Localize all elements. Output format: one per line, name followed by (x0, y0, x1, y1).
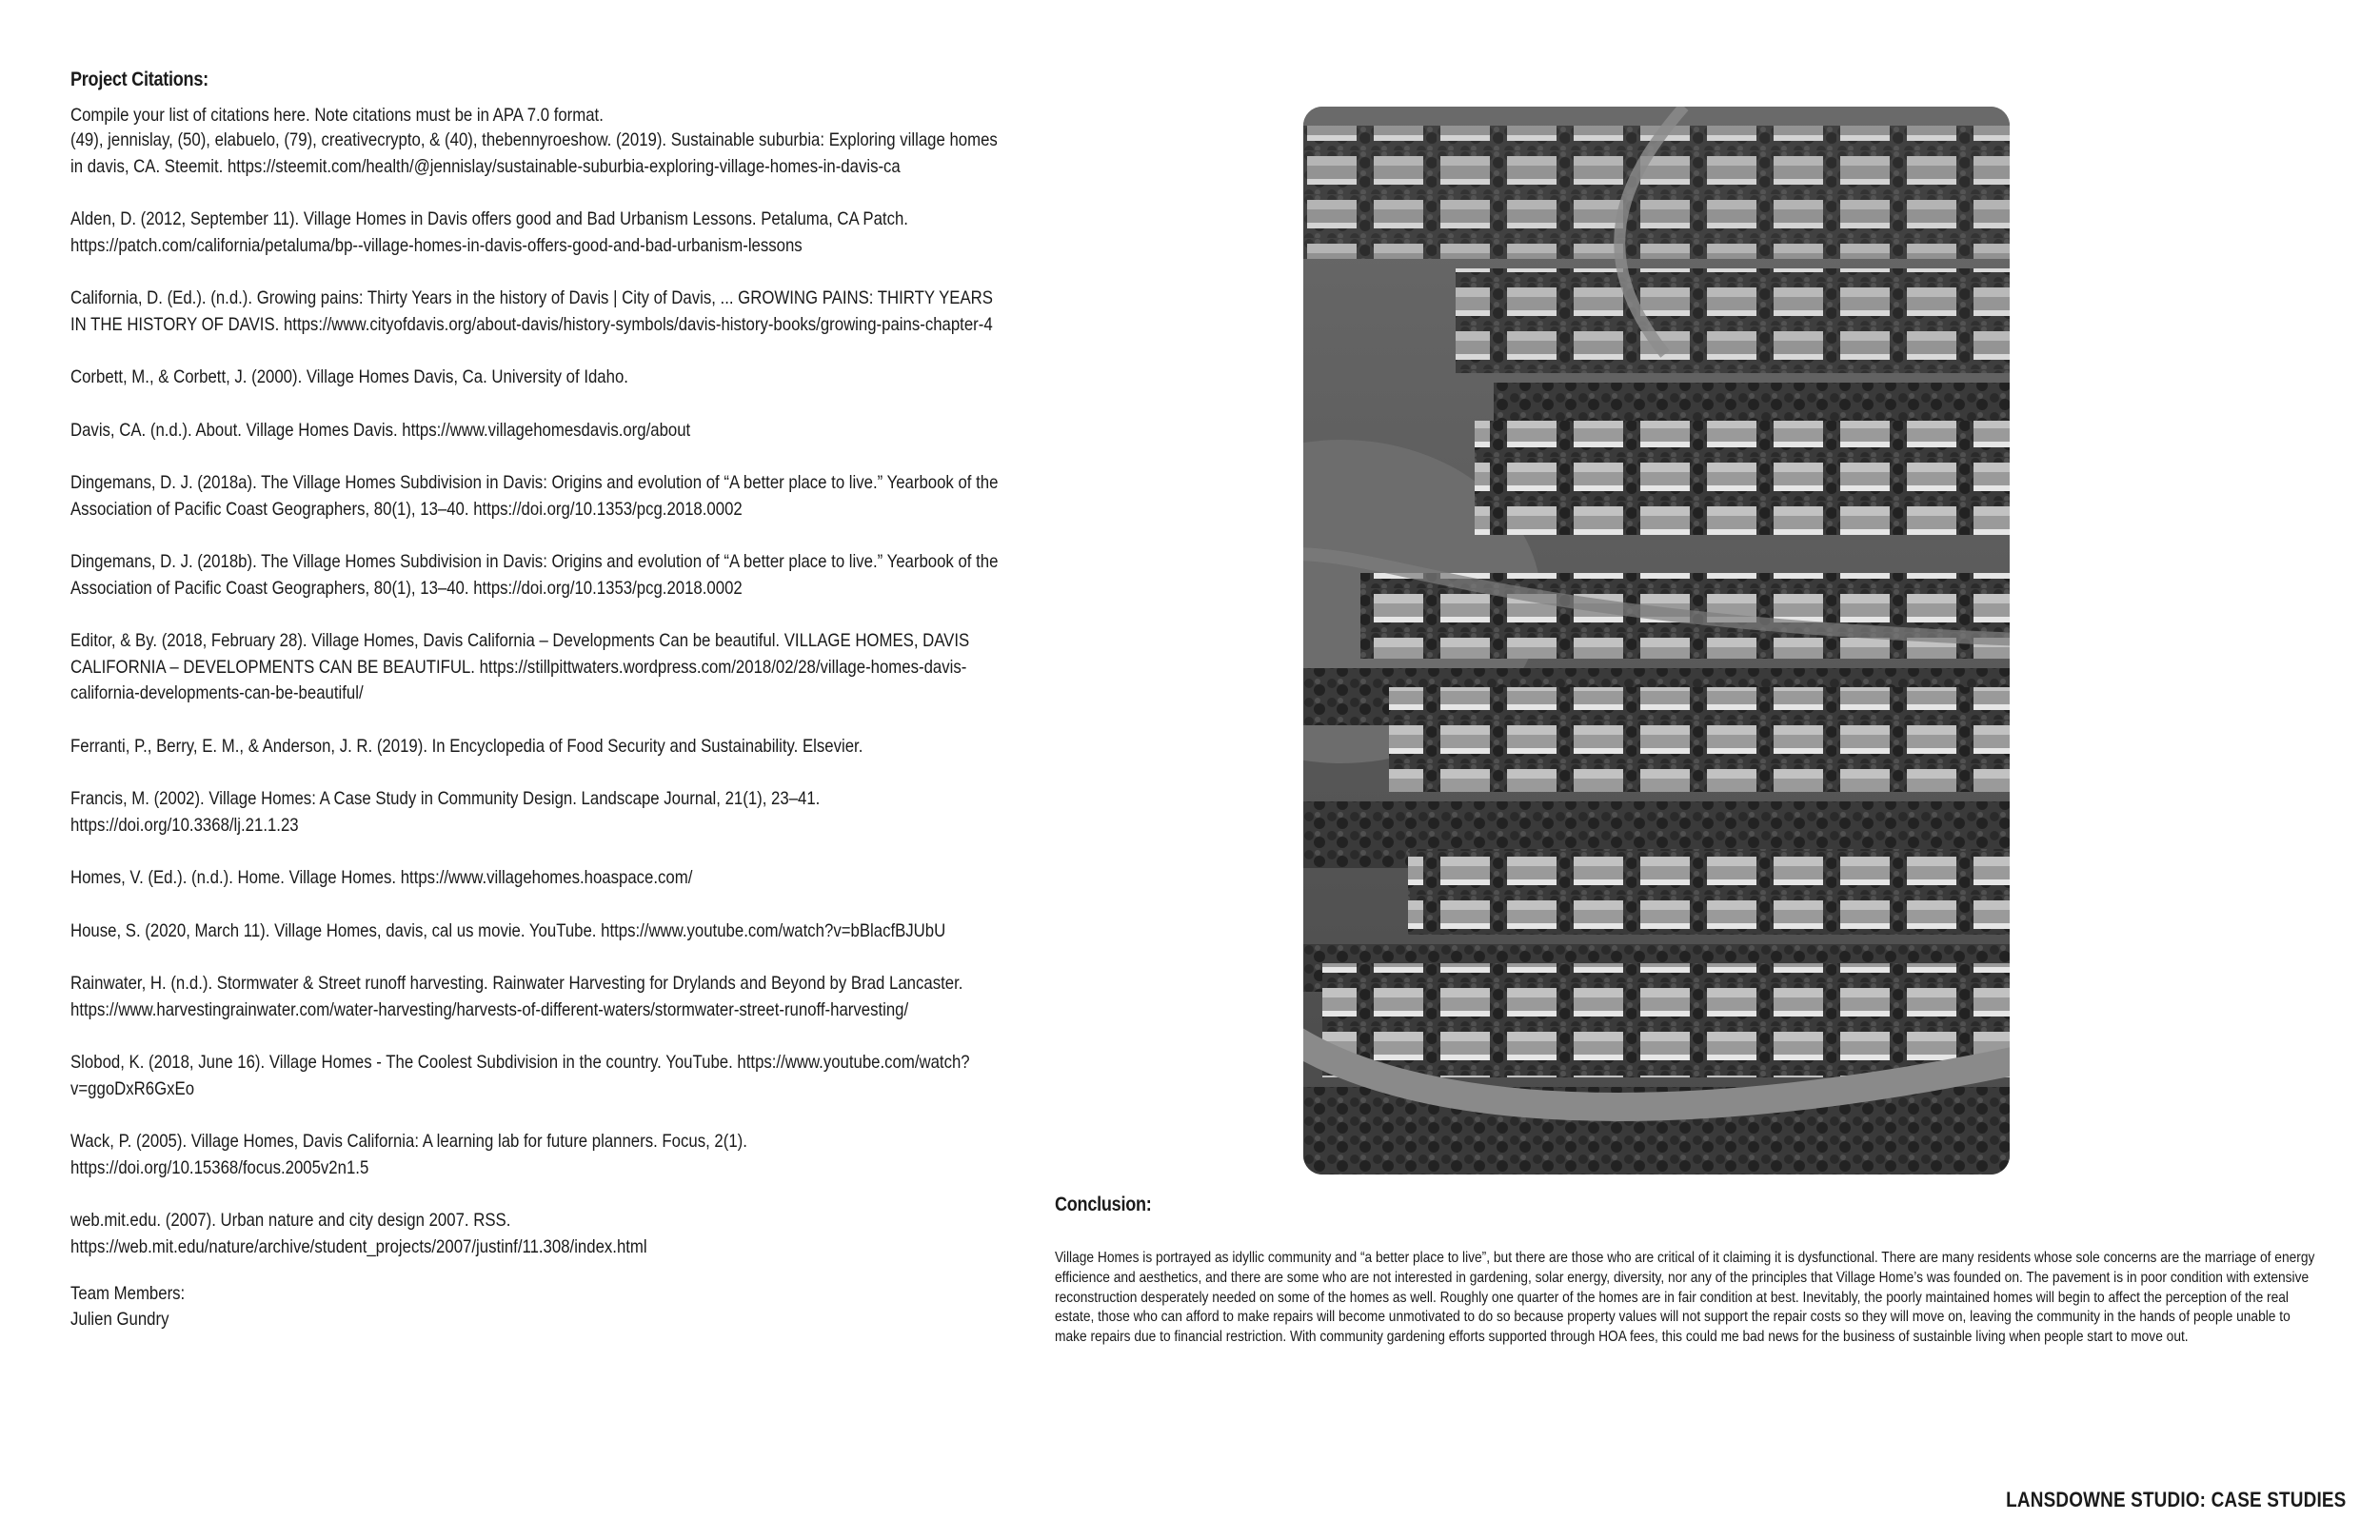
citation-item: Editor, & By. (2018, February 28). Village Homes, Davis California – Developments Can be beautiful. VILLAGE HOMES, DAVIS CALIFORNIA – DEVELOPMENTS CAN BE BEAUTIFUL. https://stillpittwaters.wordpress.com/2018/02/28/village-homes-davis-california-developments-can-be-beautiful/ (70, 630, 970, 703)
citation-item: California, D. (Ed.). (n.d.). Growing pains: Thirty Years in the history of Davis | City of Davis, ... GROWING PAINS: THIRTY YEARS IN THE HISTORY OF DAVIS. https://www.cityofdavis.org/about-davis/history-symbols/davis-history-books/growing-pains-chapter-4 (70, 287, 993, 335)
citation-item: Corbett, M., & Corbett, J. (2000). Village Homes Davis, Ca. University of Idaho. (70, 366, 628, 387)
citation-item: Homes, V. (Ed.). (n.d.). Home. Village Homes. https://www.villagehomes.hoaspace.com/ (70, 867, 693, 888)
citation-item: Wack, P. (2005). Village Homes, Davis California: A learning lab for future planners. Focus, 2(1). https://doi.org/10.15368/focus.2005v2n1.5 (70, 1131, 747, 1178)
aerial-photo (1303, 107, 2010, 1175)
team-member-name: Julien Gundry (70, 1309, 169, 1330)
citation-item: Francis, M. (2002). Village Homes: A Case Study in Community Design. Landscape Journal, 21(1), 23–41. https://doi.org/10.3368/lj.21.1.23 (70, 788, 821, 836)
footer-label: LANSDOWNE STUDIO: CASE STUDIES (2005, 1488, 2346, 1511)
citations-heading: Project Citations: (70, 69, 208, 90)
conclusion-body: Village Homes is portrayed as idyllic community and “a better place to live”, but there are those who are critical of it claiming it is dysfunctional. There are many residents whose sole concerns are the marriage of energy efficience and aesthetics, and there are some who are not interested in gardening, solar energy, diversity, nor any of the principles that Village Home’s was founded on. The pavement is in poor condition with extensive reconstruction desperately needed on some of the homes as well. Roughly one quarter of the homes are in fair condition at best. Inevitably, the poorly maintained homes will begin to affect the perception of the real estate, those who can afford to make repairs will become unmotivated to do so because property values will not support the repair costs so they will move on, leaving the community in the hands of people unable to make repairs due to financial restriction. With community gardening efforts supported through HOA fees, this could me bad news for the business of sustainble living when people start to move out. (1055, 1250, 2315, 1346)
citation-list (70, 128, 1013, 1260)
citation-item: Dingemans, D. J. (2018a). The Village Homes Subdivision in Davis: Origins and evolution of “A better place to live.” Yearbook of the Association of Pacific Coast Geographers, 80(1), 13–40. https://doi.org/10.1353/pcg.2018.0002 (70, 472, 999, 520)
citation-item: Dingemans, D. J. (2018b). The Village Homes Subdivision in Davis: Origins and evolution of “A better place to live.” Yearbook of the Association of Pacific Coast Geographers, 80(1), 13–40. https://doi.org/10.1353/pcg.2018.0002 (70, 551, 999, 599)
citation-item: Davis, CA. (n.d.). About. Village Homes Davis. https://www.villagehomesdavis.org/about (70, 419, 691, 441)
team-members-label: Team Members: (70, 1283, 186, 1304)
citation-item: House, S. (2020, March 11). Village Homes, davis, cal us movie. YouTube. https://www.youtube.com/watch?v=bBlacfBJUbU (70, 919, 946, 941)
citations-section (70, 69, 1013, 1333)
citation-item: Alden, D. (2012, September 11). Village Homes in Davis offers good and Bad Urbanism Lessons. Petaluma, CA Patch. https://patch.com/california/petaluma/bp--village-homes-in-davis-offers-good-and-bad-urbanism-lessons (70, 208, 908, 256)
conclusion-section (1055, 1194, 2315, 1348)
team-members (70, 1281, 881, 1333)
citation-item: Rainwater, H. (n.d.). Stormwater & Street runoff harvesting. Rainwater Harvesting for Drylands and Beyond by Brad Lancaster. https://www.harvestingrainwater.com/water-harvesting/harvests-of-different-waters/stormwater-street-runoff-harvesting/ (70, 973, 963, 1020)
citation-item: web.mit.edu. (2007). Urban nature and city design 2007. RSS. https://web.mit.edu/nature/archive/student_projects/2007/justinf/11.308/index.html (70, 1210, 647, 1257)
conclusion-heading: Conclusion: (1055, 1194, 1152, 1215)
citation-item: Slobod, K. (2018, June 16). Village Homes - The Coolest Subdivision in the country. YouTube. https://www.youtube.com/watch?v=ggoDxR6GxEo (70, 1052, 970, 1099)
citation-item: (49), jennislay, (50), elabuelo, (79), creativecrypto, & (40), thebennyroeshow. (2019). Sustainable suburbia: Exploring village homes in davis, CA. Steemit. https://steemit.com/health/@jennislay/sustainable-suburbia-exploring-village-homes-in-davis-ca (70, 129, 998, 177)
citation-item: Ferranti, P., Berry, E. M., & Anderson, J. R. (2019). In Encyclopedia of Food Security and Sustainability. Elsevier. (70, 735, 863, 757)
citations-intro: Compile your list of citations here. Note citations must be in APA 7.0 format. (70, 105, 604, 126)
